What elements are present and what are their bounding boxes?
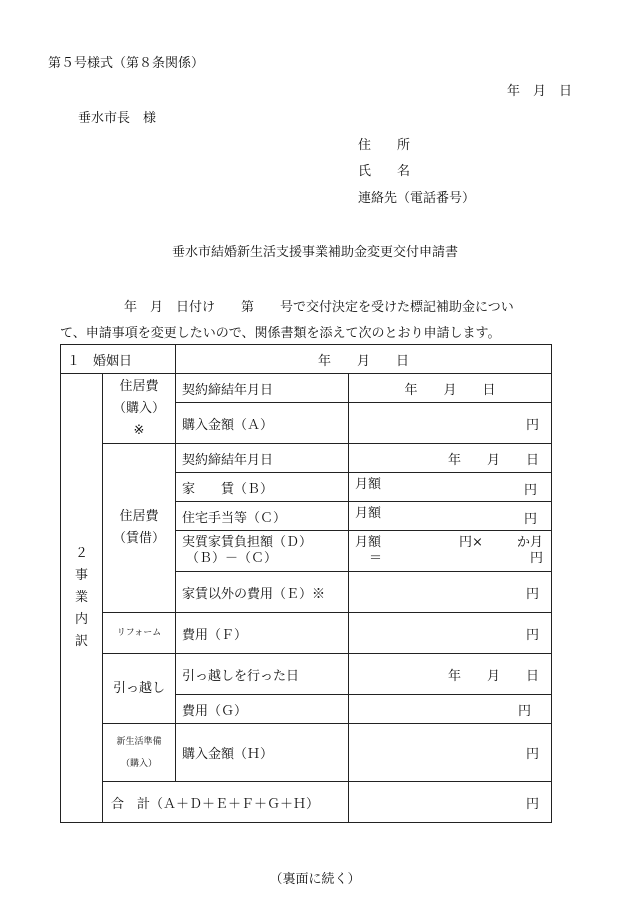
allowance-label: 住宅手当等（Ｃ） — [176, 502, 349, 531]
form-number: 第５号様式（第８条関係） — [48, 56, 205, 71]
continued-note: （裏面に続く） — [269, 872, 361, 887]
table-row — [61, 444, 552, 473]
burden-field[interactable]: 月額 円× か月 ＝ 円 — [349, 531, 552, 572]
intro-line-2: て、申請事項を変更したいので、関係書類を添えて次のとおり申請します。 — [60, 326, 501, 341]
application-table — [60, 344, 552, 823]
new-life-label: 新生活準備 （購入） — [103, 724, 176, 782]
purchase-contract-label: 契約締結年月日 — [176, 374, 349, 403]
other-cost-field[interactable]: 円 — [349, 572, 552, 613]
total-label: 合 計（Ａ＋Ｄ＋Ｅ＋Ｆ＋Ｇ＋Ｈ） — [103, 782, 349, 823]
table-row — [61, 724, 552, 782]
table-row — [61, 345, 552, 374]
date-line: 年 月 日 — [506, 84, 572, 99]
total-field[interactable]: 円 — [349, 782, 552, 823]
purchase-contract-field[interactable]: 年 月 日 — [349, 374, 552, 403]
intro-line-1: 年 月 日付け 第 号で交付決定を受けた標記補助金につい — [124, 300, 514, 315]
table-row — [61, 654, 552, 695]
housing-purchase-label: 住居費 （購入） ※ — [103, 374, 176, 444]
table-row — [61, 613, 552, 654]
rent-contract-field[interactable]: 年 月 日 — [349, 444, 552, 473]
reform-label: リフォーム — [103, 613, 176, 654]
moving-label: 引っ越し — [103, 654, 176, 724]
contact-label: 連絡先（電話番号） — [358, 191, 476, 206]
reform-cost-field[interactable]: 円 — [349, 613, 552, 654]
rent-field[interactable]: 月額 円 — [349, 473, 552, 502]
moving-date-label: 引っ越しを行った日 — [176, 654, 349, 695]
burden-label: 実質家賃負担額（Ｄ） （Ｂ）－（Ｃ） — [176, 531, 349, 572]
addressee: 垂水市長 様 — [78, 111, 157, 126]
marriage-date-field[interactable]: 年 月 日 — [176, 345, 552, 374]
name-label: 氏 名 — [358, 164, 411, 179]
rent-contract-label: 契約締結年月日 — [176, 444, 349, 473]
purchase-amount-label: 購入金額（Ａ） — [176, 403, 349, 444]
housing-rent-label: 住居費 （賃借） — [103, 444, 176, 613]
table-row — [61, 374, 552, 403]
purchase-amount-field[interactable]: 円 — [349, 403, 552, 444]
allowance-field[interactable]: 月額 円 — [349, 502, 552, 531]
moving-cost-label: 費用（Ｇ） — [176, 695, 349, 724]
new-life-amount-label: 購入金額（Ｈ） — [176, 724, 349, 782]
table-row — [61, 782, 552, 823]
moving-cost-field[interactable]: 円 — [349, 695, 552, 724]
moving-date-field[interactable]: 年 月 日 — [349, 654, 552, 695]
reform-cost-label: 費用（Ｆ） — [176, 613, 349, 654]
address-label: 住 所 — [358, 138, 411, 153]
rent-label: 家 賃（Ｂ） — [176, 473, 349, 502]
other-cost-label: 家賃以外の費用（Ｅ）※ — [176, 572, 349, 613]
section-2-label: ２ 事 業 内 訳 — [61, 374, 103, 823]
marriage-date-label: １ 婚姻日 — [61, 345, 176, 374]
new-life-amount-field[interactable]: 円 — [349, 724, 552, 782]
document-title: 垂水市結婚新生活支援事業補助金変更交付申請書 — [171, 245, 458, 260]
